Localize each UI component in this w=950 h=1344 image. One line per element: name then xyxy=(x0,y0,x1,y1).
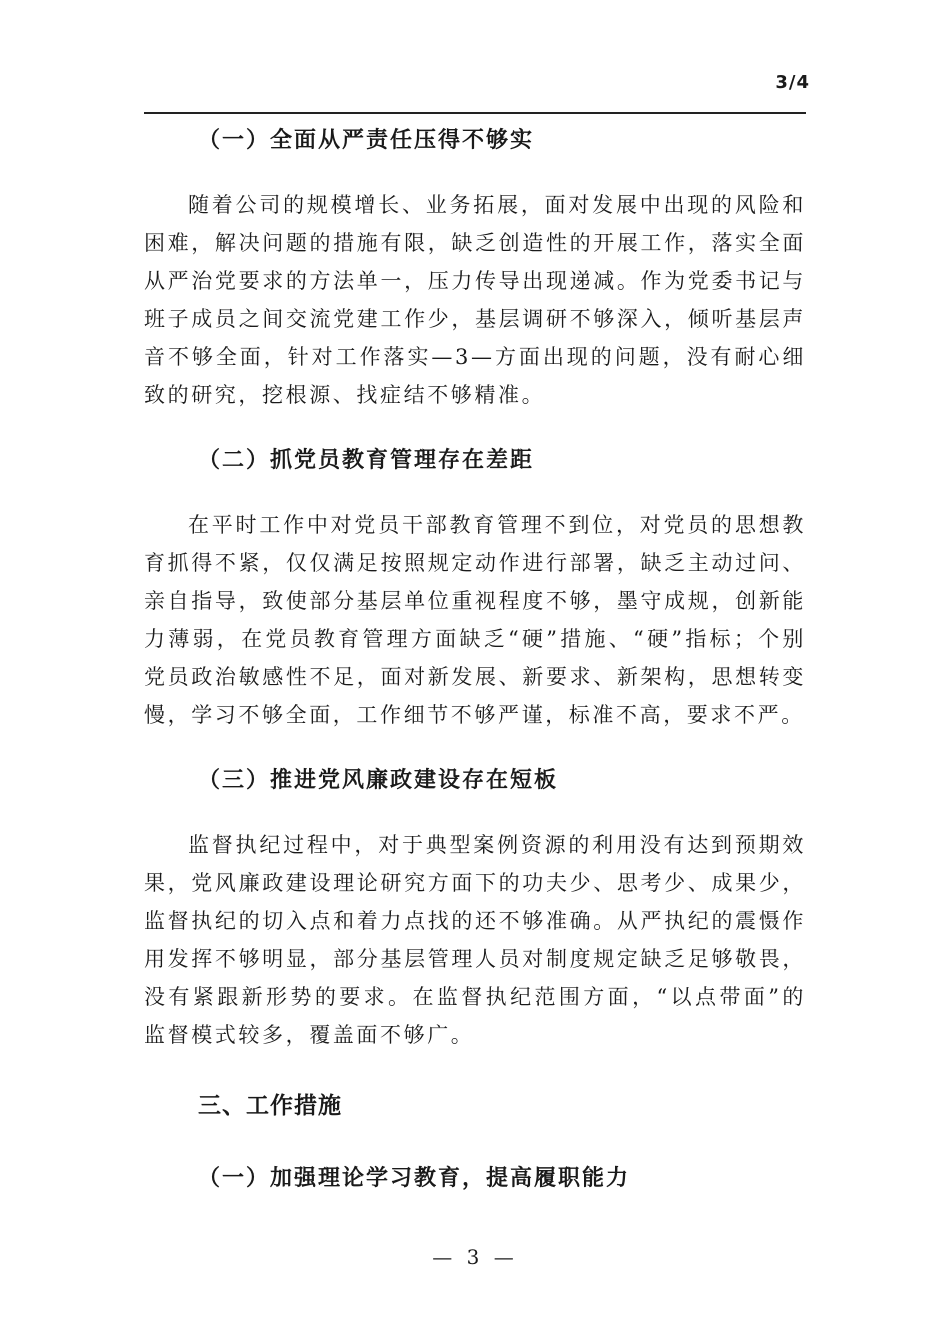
subsection-heading-3-1: （一）加强理论学习教育，提高履职能力 xyxy=(198,1166,631,1191)
section-heading-3: 三、工作措施 xyxy=(198,1093,342,1119)
subsection-heading-3: （三）推进党风廉政建设存在短板 xyxy=(198,768,559,793)
paragraph-2: 在平时工作中对党员干部教育管理不到位，对党员的思想教育抓得不紧，仅仅满足按照规定动作进行部署，缺乏主动过问、亲自指导，致使部分基层单位重视程度不够，墨守成规，创新能力薄弱，在党员教育管理方面缺乏“硬”措施、“硬”指标；个别党员政治敏感性不足，面对新发展、新要求、新架构，思想转变慢，学习不够全面，工作细节不够严谨，标准不高，要求不严。 xyxy=(144,513,806,727)
subsection-heading-1: （一）全面从严责任压得不够实 xyxy=(198,128,535,153)
paragraph-1: 随着公司的规模增长、业务拓展，面对发展中出现的风险和困难，解决问题的措施有限，缺乏创造性的开展工作，落实全面从严治党要求的方法单一，压力传导出现递减。作为党委书记与班子成员之间交流党建工作少，基层调研不够深入，倾听基层声音不够全面，针对工作落实—3—方面出现的问题，没有耐心细致的研究，挖根源、找症结不够精准。 xyxy=(144,193,806,407)
page-counter: 3/4 xyxy=(775,72,810,93)
document-body xyxy=(144,116,806,1204)
header-rule xyxy=(144,112,806,114)
page-number: — 3 — xyxy=(432,1245,518,1269)
paragraph-3: 监督执纪过程中，对于典型案例资源的利用没有达到预期效果，党风廉政建设理论研究方面下的功夫少、思考少、成果少，监督执纪的切入点和着力点找的还不够准确。从严执纪的震慑作用发挥不够明显，部分基层管理人员对制度规定缺乏足够敬畏，没有紧跟新形势的要求。在监督执纪范围方面，“以点带面”的监督模式较多，覆盖面不够广。 xyxy=(144,833,806,1047)
subsection-heading-2: （二）抓党员教育管理存在差距 xyxy=(198,448,535,473)
